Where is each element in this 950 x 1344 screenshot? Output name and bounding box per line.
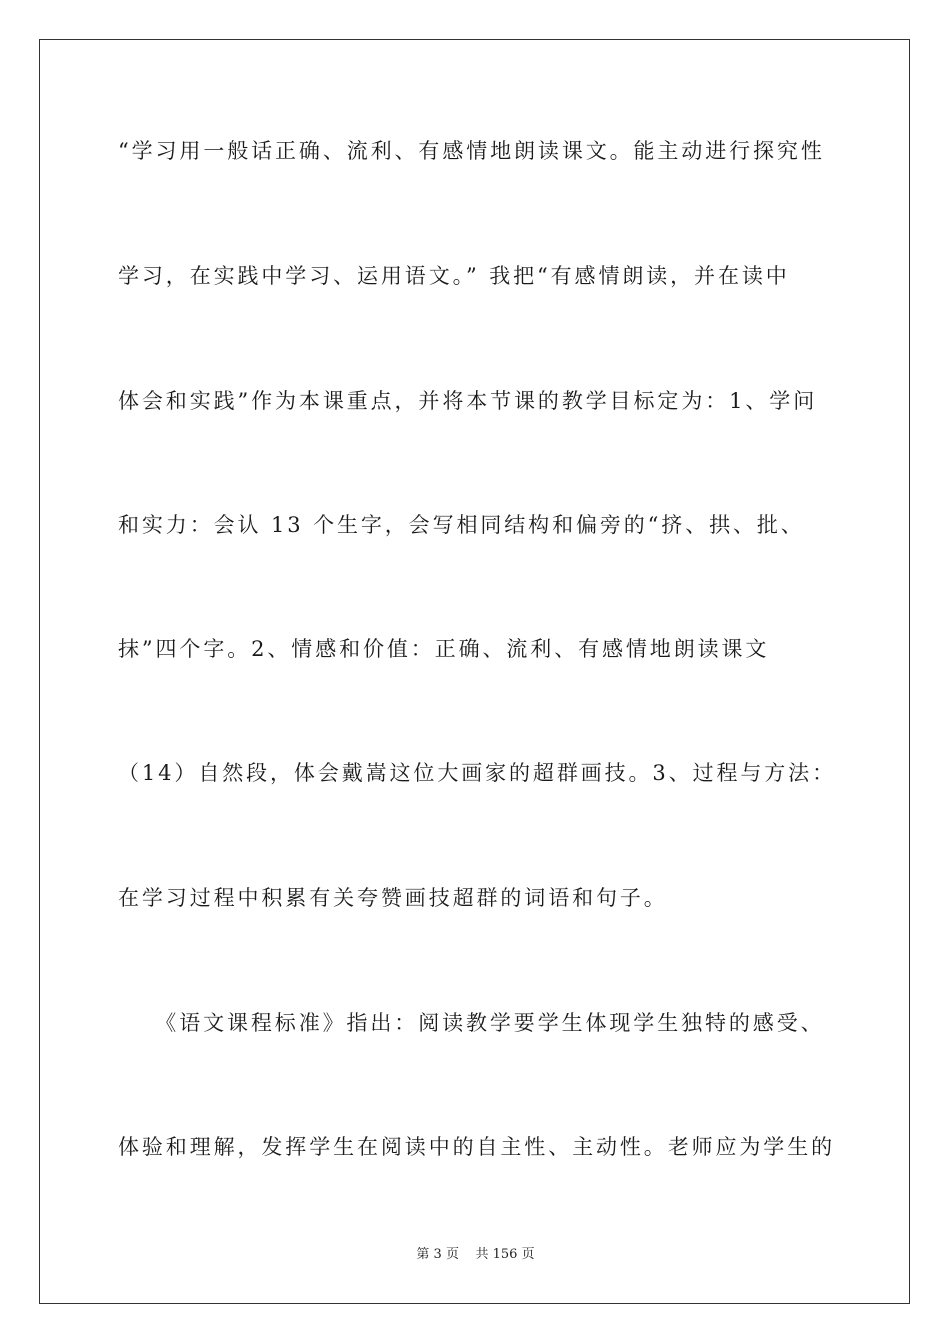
text-line-3: 体会和实践”作为本课重点，并将本节课的教学目标定为：1、学问 [118,389,818,413]
text-line-5: 抹”四个字。2、情感和价值：正确、流利、有感情地朗读课文 [118,637,770,661]
text-line-6: （14）自然段，体会戴嵩这位大画家的超群画技。3、过程与方法： [118,761,836,785]
text-line-7: 在学习过程中积累有关夸赞画技超群的词语和句子。 [118,886,668,910]
text-line-4: 和实力：会认 13 个生字，会写相同结构和偏旁的“挤、拱、批、 [118,513,805,537]
text-line-1: “学习用一般话正确、流利、有感情地朗读课文。能主动进行探究性 [118,139,825,163]
page-footer [40,1247,911,1263]
page-total: 共 156 页 [475,1247,535,1262]
page-number: 第 3 页 [416,1247,459,1262]
text-line-2: 学习，在实践中学习、运用语文。” 我把“有感情朗读，并在读中 [118,264,790,288]
text-line-8: 《语文课程标准》指出：阅读教学要学生体现学生独特的感受、 [118,1011,825,1035]
document-page [39,39,910,1304]
text-line-9: 体验和理解，发挥学生在阅读中的自主性、主动性。老师应为学生的 [118,1135,835,1159]
